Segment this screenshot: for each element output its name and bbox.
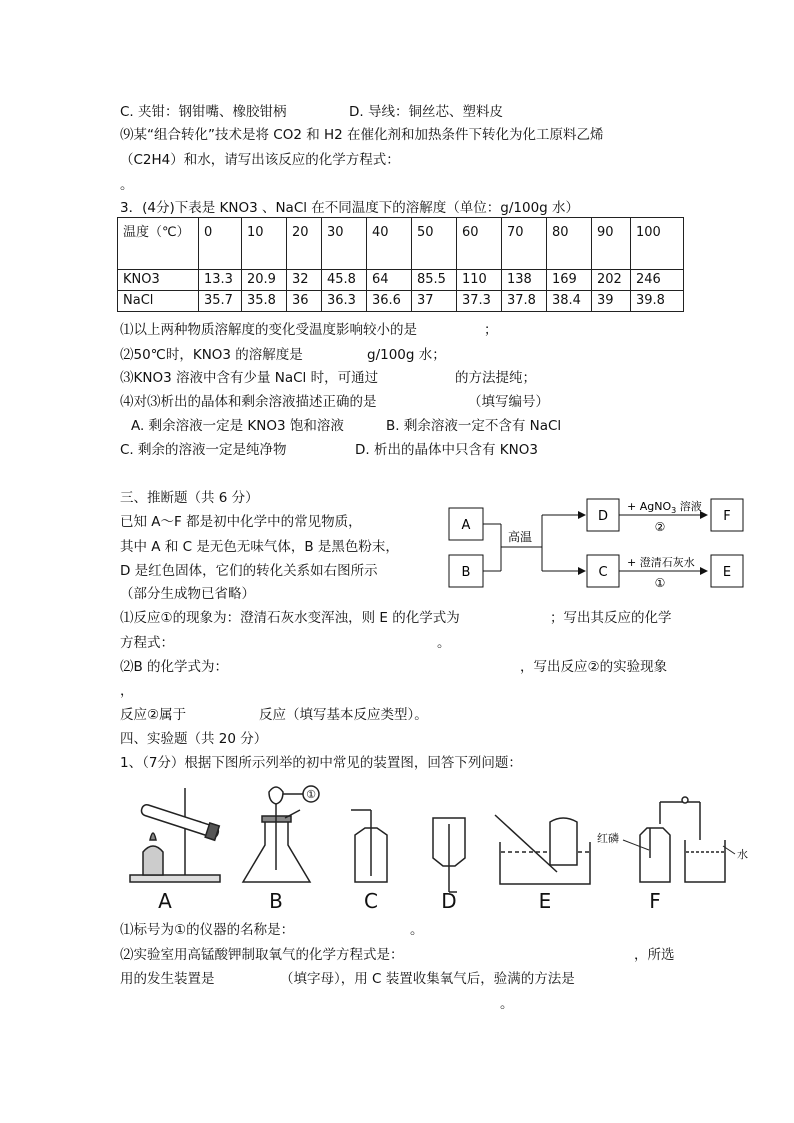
inverted-bottle-e <box>550 818 577 865</box>
table-row <box>118 291 684 312</box>
red-phosphorus-label: 红磷 <box>597 832 619 845</box>
reagent-limewater: + 澄清石灰水 <box>627 556 695 569</box>
table-temp-cell: 0 <box>199 218 242 270</box>
option-d-wire: D. 导线：铜丝芯、塑料皮 <box>349 104 503 120</box>
s3-q1-end: 。 <box>437 635 451 651</box>
s3-q2-comma: ， <box>120 683 134 699</box>
transformation-diagram <box>445 493 755 593</box>
reaction-2-marker: ② <box>654 520 666 534</box>
table-cell: 110 <box>457 270 502 291</box>
q3-sub4: ⑷对⑶析出的晶体和剩余溶液描述正确的是 <box>120 394 377 410</box>
clip-f <box>682 797 688 803</box>
apparatus-label-f: F <box>649 889 661 913</box>
reaction-1-marker: ① <box>654 576 666 590</box>
box-e-label: E <box>722 565 732 580</box>
section4-title: 四、实验题（共 20 分） <box>120 731 268 747</box>
apparatus-f <box>623 797 735 882</box>
apparatus-label-d: D <box>441 889 457 913</box>
table-cell: 35.7 <box>199 291 242 312</box>
apparatus-figure <box>125 780 765 915</box>
table-cell: 37.8 <box>502 291 547 312</box>
table-cell: 85.5 <box>412 270 457 291</box>
reagent-agno3-text: + AgNO <box>627 500 672 513</box>
q3-heading: 3．(4分)下表是 KNO3 、NaCl 在不同温度下的溶解度（单位：g/100g 水） <box>120 200 580 216</box>
reagent-agno3-tail: 溶液 <box>676 500 702 513</box>
table-temp-cell: 60 <box>457 218 502 270</box>
table-temp-cell: 30 <box>322 218 367 270</box>
box-b-label: B <box>461 565 471 580</box>
alcohol-lamp <box>143 846 163 875</box>
q9-end: 。 <box>120 177 134 193</box>
s4-q1-intro: 1、（7分）根据下图所示列举的初中常见的装置图，回答下列问题： <box>120 755 522 771</box>
table-row-label: NaCl <box>118 291 199 312</box>
apparatus-a <box>130 788 220 882</box>
table-temp-cell: 50 <box>412 218 457 270</box>
q3-option-b: B. 剩余溶液一定不含有 NaCl <box>386 418 562 434</box>
flask-outlet <box>285 810 300 818</box>
table-cell: 45.8 <box>322 270 367 291</box>
table-temp-cell: 100 <box>631 218 684 270</box>
q3-sub1: ⑴以上两种物质溶解度的变化受温度影响较小的是 <box>120 322 417 338</box>
box-c-label: C <box>598 565 608 580</box>
q3-option-d: D. 析出的晶体中只含有 KNO3 <box>355 442 538 458</box>
section3-intro2: 其中 A 和 C 是无色无味气体，B 是黑色粉末， <box>120 539 399 555</box>
apparatus-label-c: C <box>364 889 378 913</box>
table-cell: 138 <box>502 270 547 291</box>
table-temp-cell: 20 <box>287 218 322 270</box>
table-cell: 36.6 <box>367 291 412 312</box>
table-cell: 39 <box>592 291 631 312</box>
q3-sub3-end: 的方法提纯； <box>455 370 536 386</box>
table-temp-cell: 70 <box>502 218 547 270</box>
circle-one-text: ① <box>306 788 316 801</box>
section3-intro3: D 是红色固体，它们的转化关系如右图所示 <box>120 563 378 579</box>
q3-sub2-end: g/100g 水； <box>367 347 446 363</box>
s3-q2-line3: 反应②属于 <box>120 707 187 723</box>
stand-base <box>130 875 220 882</box>
table-cell: 35.8 <box>242 291 287 312</box>
q3-option-a: A. 剩余溶液一定是 KNO3 饱和溶液 <box>131 418 344 434</box>
water-label: 水 <box>737 848 748 861</box>
apparatus-e <box>495 815 590 884</box>
s4-sub1-end: 。 <box>410 922 424 938</box>
table-cell: 37.3 <box>457 291 502 312</box>
s4-sub1: ⑴标号为①的仪器的名称是： <box>120 922 295 938</box>
box-f-label: F <box>723 509 731 524</box>
table-cell: 36 <box>287 291 322 312</box>
section3-intro1: 已知 A～F 都是初中化学中的常见物质， <box>120 514 362 530</box>
box-a-label: A <box>461 518 471 533</box>
apparatus-d <box>433 818 465 892</box>
s3-q1: ⑴反应①的现象为：澄清石灰水变浑浊，则 E 的化学式为 <box>120 610 460 626</box>
section3-intro4: （部分生成物已省略） <box>120 586 255 602</box>
s3-q2: ⑵B 的化学式为： <box>120 659 229 675</box>
section3-title: 三、推断题（共 6 分） <box>120 490 259 506</box>
s3-q1-mid: ；写出其反应的化学 <box>550 610 672 626</box>
funnel-bulb <box>269 787 283 804</box>
apparatus-label-e: E <box>538 889 552 913</box>
q3-sub3: ⑶KNO3 溶液中含有少量 NaCl 时，可通过 <box>120 370 379 386</box>
table-row-label: KNO3 <box>118 270 199 291</box>
table-cell: 38.4 <box>547 291 592 312</box>
table-temp-cell: 40 <box>367 218 412 270</box>
reagent-agno3-sub: 3 <box>671 506 677 515</box>
table-cell: 13.3 <box>199 270 242 291</box>
s3-q2-line3-end: 反应（填写基本反应类型）。 <box>259 707 428 723</box>
table-cell: 32 <box>287 270 322 291</box>
apparatus-label-a: A <box>158 889 172 913</box>
q3-sub1-end: ； <box>484 322 498 338</box>
apparatus-label-b: B <box>269 889 283 913</box>
s4-sub2-line2: 用的发生装置是 <box>120 971 215 987</box>
q3-sub4-end: （填写编号） <box>468 394 549 410</box>
s4-sub2-line2-mid: （填字母），用 C 装置收集氧气后，验满的方法是 <box>280 971 575 987</box>
table-cell: 20.9 <box>242 270 287 291</box>
table-cell: 246 <box>631 270 684 291</box>
apparatus-c <box>351 810 387 882</box>
reagent-agno3 <box>627 499 702 515</box>
table-cell: 169 <box>547 270 592 291</box>
table-header-label: 温度（℃） <box>118 218 199 270</box>
s4-sub2: ⑵实验室用高锰酸钾制取氧气的化学方程式是： <box>120 947 404 963</box>
solubility-table <box>117 217 684 312</box>
s4-sub2-end: ，所选 <box>634 947 675 963</box>
table-cell: 64 <box>367 270 412 291</box>
q9-line1: ⑼某“组合转化”技术是将 CO2 和 H2 在催化剂和加热条件下转化为化工原料乙烯 <box>120 127 604 143</box>
q3-sub2: ⑵50℃时，KNO3 的溶解度是 <box>120 347 303 363</box>
q9-line2: （C2H4）和水，请写出该反应的化学方程式： <box>120 152 400 168</box>
table-header-row <box>118 218 684 270</box>
table-row <box>118 270 684 291</box>
beaker <box>685 840 725 882</box>
table-temp-cell: 10 <box>242 218 287 270</box>
table-cell: 202 <box>592 270 631 291</box>
table-cell: 39.8 <box>631 291 684 312</box>
table-temp-cell: 90 <box>592 218 631 270</box>
box-d-label: D <box>597 509 609 524</box>
option-c-pliers: C. 夹钳：钢钳嘴、橡胶钳柄 <box>120 104 287 120</box>
condition-high-temp: 高温 <box>507 530 533 544</box>
s4-sub2-end-dot: 。 <box>500 996 514 1012</box>
q3-option-c: C. 剩余的溶液一定是纯净物 <box>120 442 287 458</box>
s3-q2-mid: ，写出反应②的实验现象 <box>520 659 668 675</box>
table-cell: 36.3 <box>322 291 367 312</box>
table-temp-cell: 80 <box>547 218 592 270</box>
table-cell: 37 <box>412 291 457 312</box>
gas-bottle-f <box>640 828 670 882</box>
lamp-flame <box>150 833 156 840</box>
s3-q1-line2: 方程式： <box>120 635 174 651</box>
